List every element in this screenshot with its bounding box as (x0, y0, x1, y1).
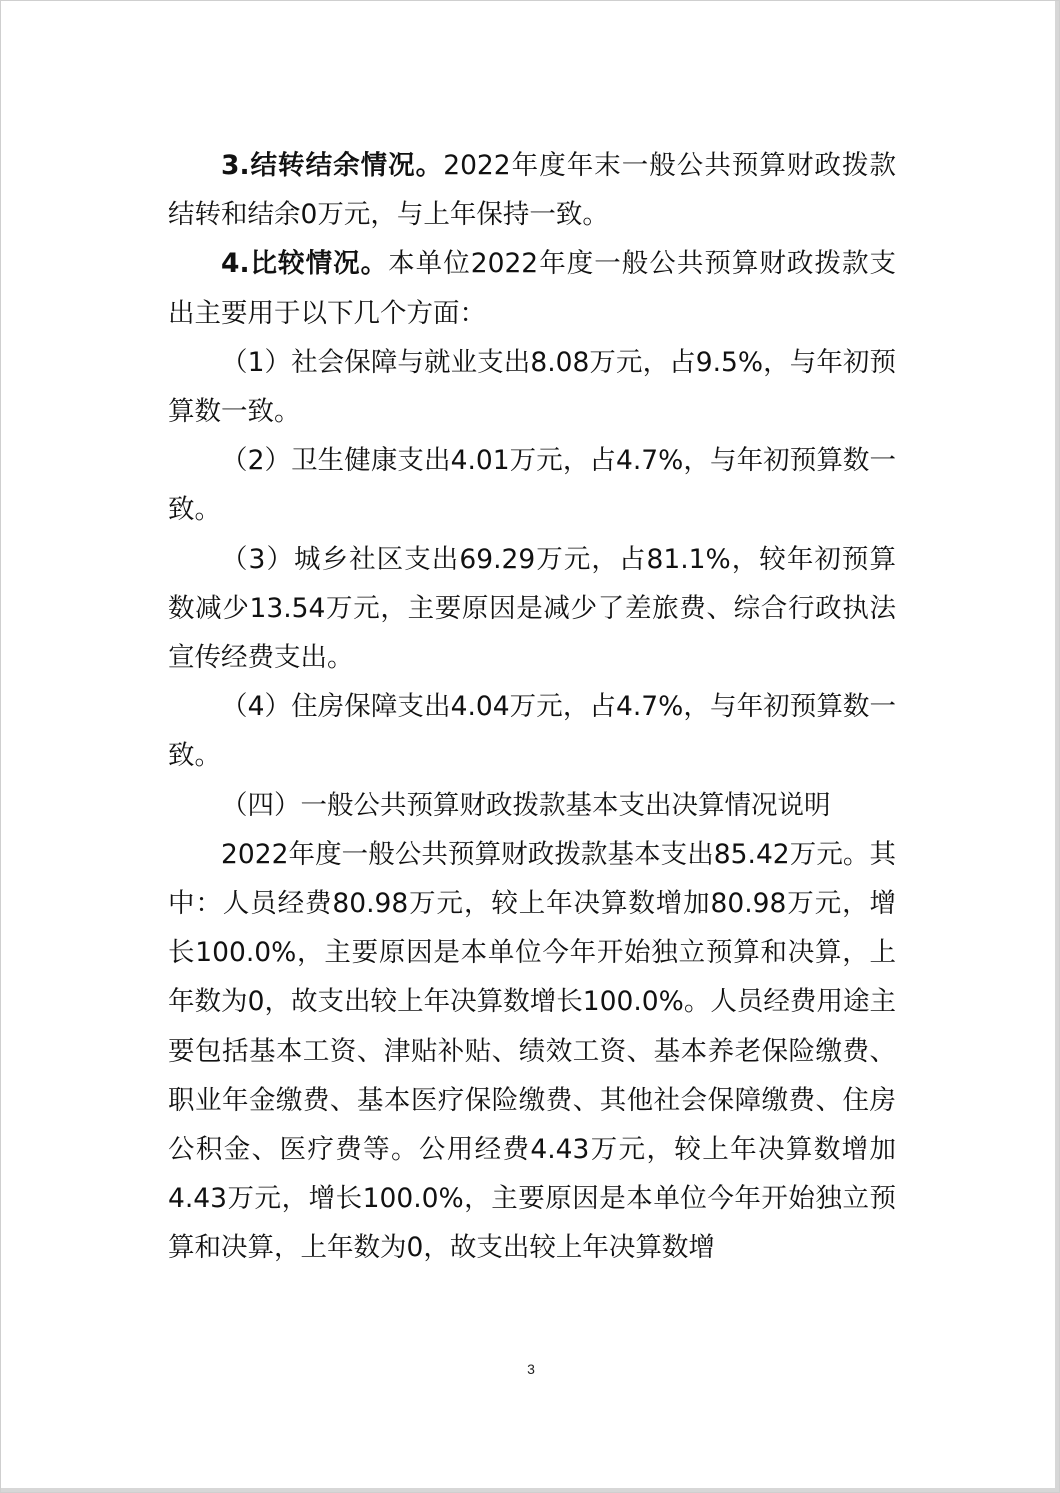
section-heading-carryover: 3.结转结余情况。 (221, 150, 444, 181)
section-heading-comparison: 4.比较情况。 (221, 248, 389, 280)
page-number: 3 (527, 1361, 535, 1377)
paragraph-basic-expenditure: 2022年度一般公共预算财政拨款基本支出85.42万元。其中：人员经费80.98万元，较上年决算数增加80.98万元，增长100.0%，主要原因是本单位今年开始独立预算和决算，上年数为0，故支出较上年决算数增长100.0%。人员经费用途主要包括基本工资、津贴补贴、绩效工资、基本养老保险缴费、职业年金缴费、基本医疗保险缴费、其他社会保障缴费、住房公积金、医疗费等。公用经费4.43万元，较上年决算数增加4.43万元，增长100.0%，主要原因是本单位今年开始独立预算和决算，上年数为0，故支出较上年决算数增 (168, 838, 896, 1264)
paragraph-social-security: （1）社会保障与就业支出8.08万元，占9.5%，与年初预算数一致。 (168, 346, 896, 428)
paragraph-text: 2022年度年末一般公共预算财政拨款结转和结余0万元，与上年保持一致。 (168, 150, 896, 231)
paragraph-housing: （4）住房保障支出4.04万元，占4.7%，与年初预算数一致。 (168, 691, 896, 772)
paragraph-urban-rural: （3）城乡社区支出69.29万元，占81.1%，较年初预算数减少13.54万元，主要原因是减少了差旅费、综合行政执法宣传经费支出。 (168, 543, 896, 674)
document-body (168, 141, 896, 1273)
paragraph-health: （2）卫生健康支出4.01万元，占4.7%，与年初预算数一致。 (168, 445, 896, 526)
paragraph-carryover (168, 141, 896, 239)
paragraph-comparison (168, 239, 896, 337)
paragraph-text: 本单位2022年度一般公共预算财政拨款支出主要用于以下几个方面： (168, 248, 896, 329)
section-title-basic-expenditure: （四）一般公共预算财政拨款基本支出决算情况说明 (221, 789, 831, 821)
